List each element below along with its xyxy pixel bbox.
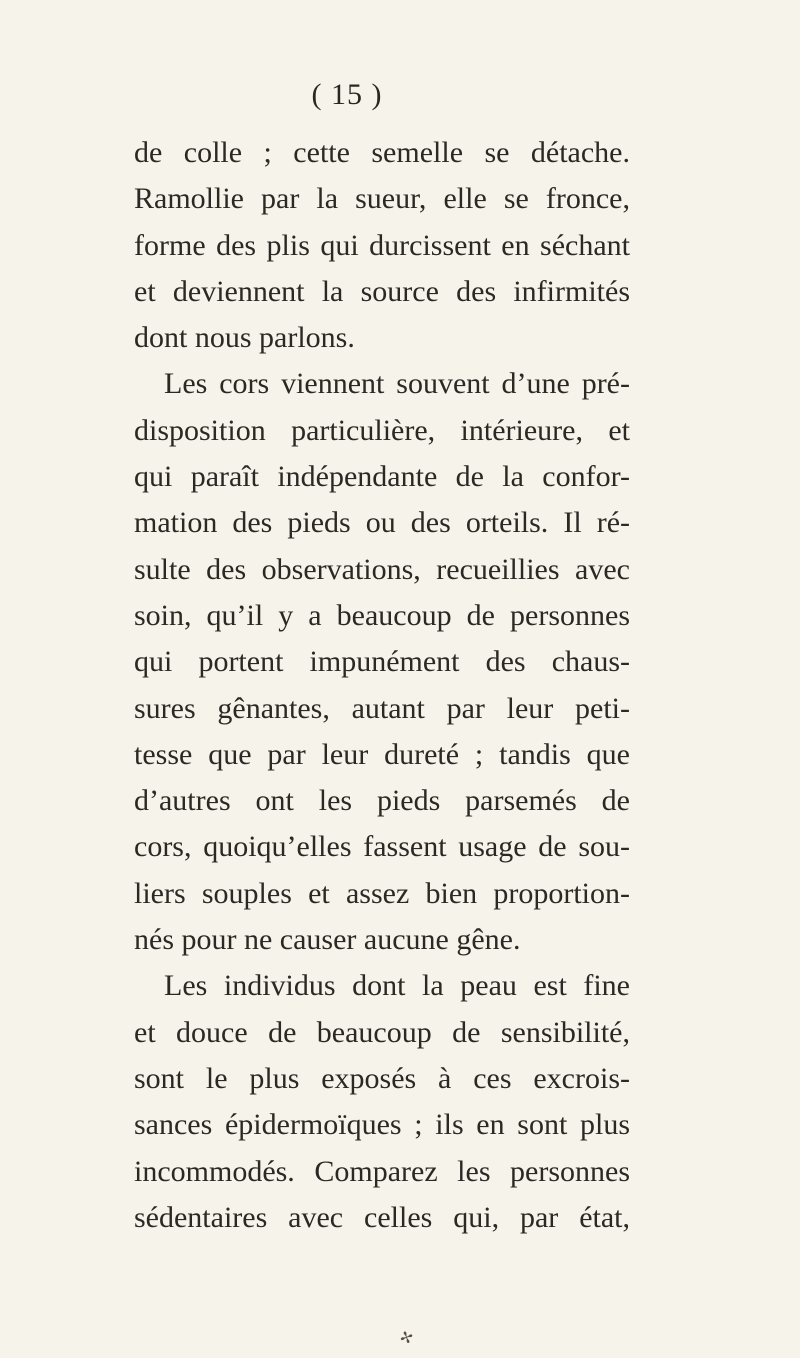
text-line: disposition particulière, intérieure, et [134,413,630,447]
text-line: et douce de beaucoup de sensibilité, [134,1015,630,1049]
text-line: qui paraît indépendante de la confor- [134,460,630,494]
text-line: cors, quoiqu’elles fassent usage de sou- [134,830,630,864]
text-line: tesse que par leur dureté ; tandis que [134,737,630,771]
text-line: dont nous parlons. [134,321,355,355]
text-line: et deviennent la source des infirmités [134,274,630,308]
text-line: de colle ; cette semelle se détache. [134,136,630,169]
page-number: ( 15 ) [311,78,383,111]
text-line: mation des pieds ou des orteils. Il ré- [134,506,630,540]
text-line: sont le plus exposés à ces excrois- [134,1061,630,1095]
text-line: Les cors viennent souvent d’une pré- [164,367,630,401]
text-line: Ramollie par la sueur, elle se fronce, [134,182,630,216]
text-line: soin, qu’il y a beaucoup de personnes [134,598,630,632]
text-line: d’autres ont les pieds parsemés de [134,784,630,818]
ornament-mark: ✢ [397,1326,417,1349]
text-line: nés pour ne causer aucune gêne. [134,923,521,957]
text-line: sures gênantes, autant par leur peti- [134,691,630,725]
text-line: qui portent impunément des chaus- [134,645,630,679]
text-line: sances épidermoïques ; ils en sont plus [134,1108,630,1142]
text-line: liers souples et assez bien proportion- [134,876,630,910]
text-line: sulte des observations, recueillies avec [134,552,630,586]
text-line: forme des plis qui durcissent en séchant [134,228,630,262]
text-line: Les individus dont la peau est fine [164,969,630,1003]
text-line: incommodés. Comparez les personnes [134,1154,630,1188]
body-text [134,130,630,1241]
text-line: sédentaires avec celles qui, par état, [134,1200,630,1234]
